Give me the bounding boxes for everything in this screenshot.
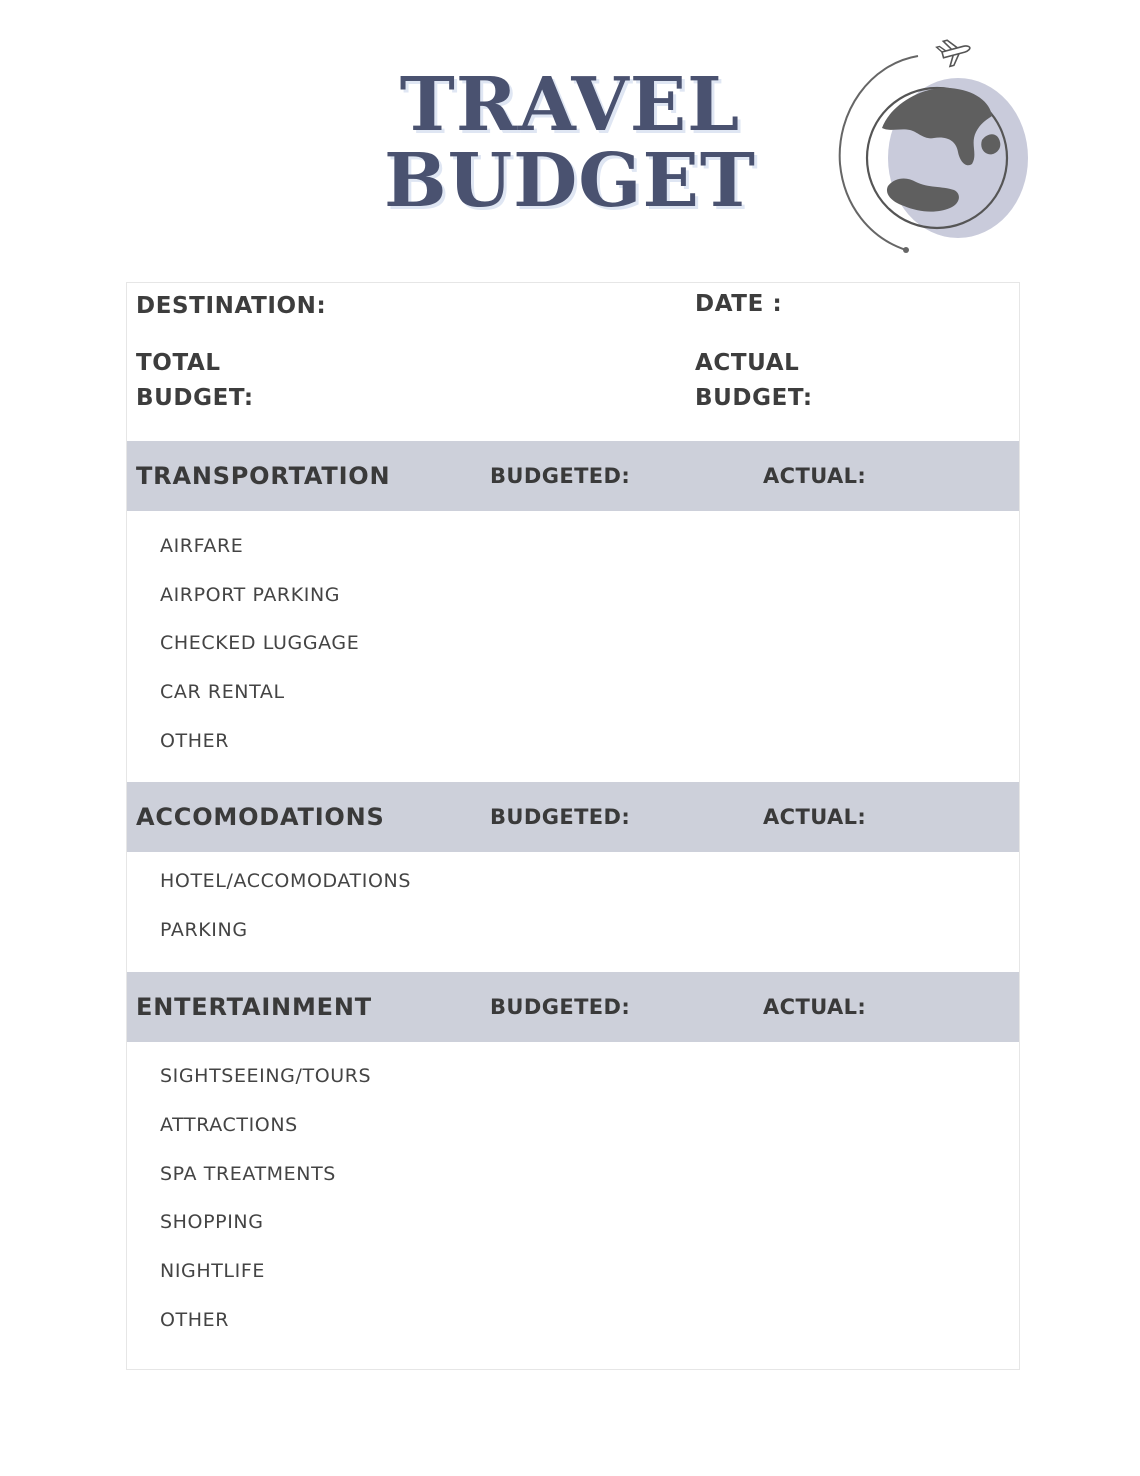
list-item: ATTRACTIONS: [160, 1114, 298, 1136]
page-title-line1: TRAVEL: [399, 62, 741, 148]
section-title: TRANSPORTATION: [136, 462, 391, 490]
list-item: PARKING: [160, 919, 248, 941]
flight-path-end-dot: [903, 247, 909, 253]
list-item: NIGHTLIFE: [160, 1260, 265, 1282]
total-budget-label-line2: BUDGET:: [136, 385, 254, 411]
total-budget-label-line1: TOTAL: [136, 350, 221, 376]
actual-column-label: ACTUAL:: [763, 805, 867, 829]
list-item: SPA TREATMENTS: [160, 1163, 336, 1185]
budgeted-column-label: BUDGETED:: [490, 995, 631, 1019]
budget-sheet: [126, 282, 1020, 1370]
actual-column-label: ACTUAL:: [763, 464, 867, 488]
actual-column-label: ACTUAL:: [763, 995, 867, 1019]
list-item: CHECKED LUGGAGE: [160, 632, 360, 654]
list-item: SHOPPING: [160, 1211, 264, 1233]
section-title: ENTERTAINMENT: [136, 993, 372, 1021]
budgeted-column-label: BUDGETED:: [490, 464, 631, 488]
list-item: OTHER: [160, 1309, 230, 1331]
list-item: CAR RENTAL: [160, 681, 285, 703]
list-item: SIGHTSEEING/TOURS: [160, 1065, 372, 1087]
list-item: AIRFARE: [160, 535, 244, 557]
list-item: OTHER: [160, 730, 230, 752]
page-title-line2: BUDGET: [384, 138, 756, 224]
list-item: AIRPORT PARKING: [160, 584, 341, 606]
list-item: HOTEL/ACCOMODATIONS: [160, 870, 411, 892]
date-label: DATE :: [695, 291, 783, 317]
actual-budget-label-line1: ACTUAL: [695, 350, 800, 376]
section-title: ACCOMODATIONS: [136, 803, 385, 831]
globe-with-airplane-icon: [830, 36, 1040, 261]
section-header-transportation: [127, 441, 1019, 511]
destination-label: DESTINATION:: [136, 293, 327, 319]
airplane-icon: [936, 36, 974, 68]
budgeted-column-label: BUDGETED:: [490, 805, 631, 829]
actual-budget-label-line2: BUDGET:: [695, 385, 813, 411]
section-header-accomodations: [127, 782, 1019, 852]
section-header-entertainment: [127, 972, 1019, 1042]
